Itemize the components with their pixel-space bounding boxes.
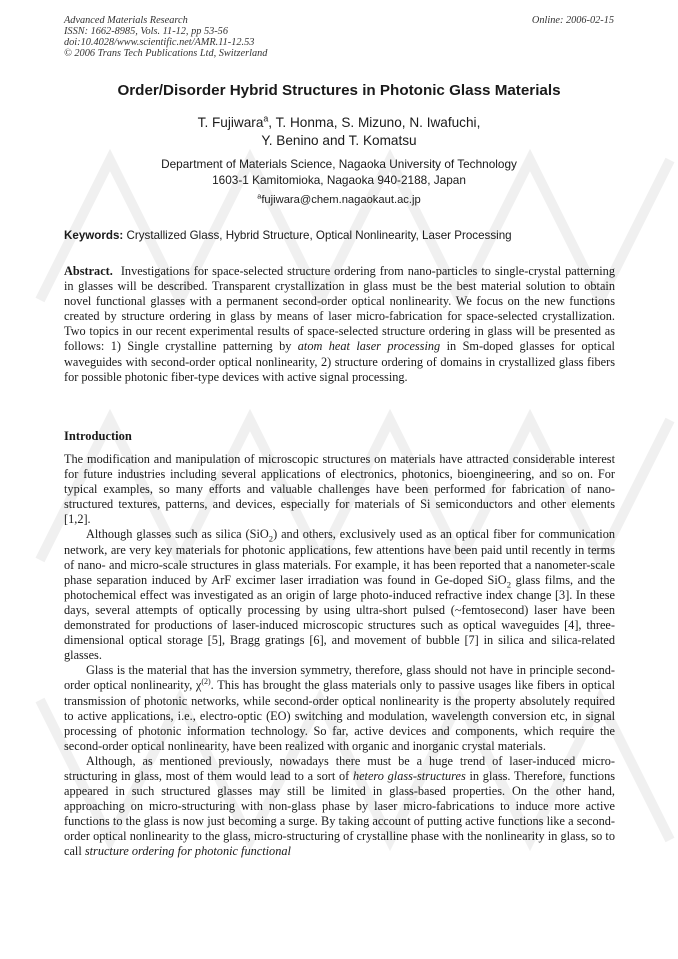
journal-name: Advanced Materials Research — [64, 15, 188, 26]
author-names: , T. Honma, S. Mizuno, N. Iwafuchi, — [268, 115, 481, 130]
author-name: T. Fujiwara — [197, 115, 264, 130]
keywords — [64, 229, 616, 242]
email-affil-mark: a — [257, 191, 262, 201]
abstract-text: in Sm-doped glasses for optical waveguides with second-order optical nonlinearity, 2) structure ordering of domains in crystallized glass fibers for possible photonic fiber-type devices with active signal processing. — [64, 339, 615, 384]
copyright-line: © 2006 Trans Tech Publications Ltd, Switzerland — [64, 48, 268, 59]
paragraph: Although glasses such as silica (SiO$_2$) and others, exclusively used as an optical fiber for communication network, are very key materials for photonic applications, few attentions have been paid until recently in terms of nano- and micro-scale structures in glass materials. For example, it has been reported that a nanometer-scale phase separation induced by ArF excimer laser irradiation was found in Ge-doped SiO$_2$ glass films, and the photochemical effect was investigated as an origin of large photo-induced refractive index change [3]. In these days, several attempts of optically processing by using ultra-short pulsed (~femtosecond) laser have been demonstrated for productions of laser-induced microscopic structures such as optical waveguides [4], three-dimensional optical storage [5], Bragg gratings [6], and movement of bubble [7] in silica and silica-related glasses. — [64, 527, 615, 663]
author-affil-mark: a — [263, 113, 269, 124]
author-names-line2: Y. Benino and T. Komatsu — [261, 133, 417, 148]
email-address[interactable]: fujiwara@chem.nagaokaut.ac.jp — [261, 194, 421, 206]
emphasis: structure ordering for photonic functional — [84, 844, 291, 859]
affiliation — [0, 157, 678, 188]
abstract-text: Investigations for space-selected structure ordering from nano-particles to single-crystal patterning in glasses will be described. Transparent crystallization in glass must be the best material solution to obtain novel functional glasses with a permanent second-order optical nonlinearity. We focus on the new functions created by structure ordering in glass by means of laser micro-fabrication for space-selected crystallization. Two topics in our recent experimental results of space-selected structure ordering in glass will be presented as follows: 1) Single crystalline patterning by — [64, 264, 615, 354]
emphasis: hetero glass-structures — [352, 768, 466, 783]
section-heading-introduction: Introduction — [64, 429, 132, 443]
author-email — [0, 191, 678, 206]
keywords-text: Crystallized Glass, Hybrid Structure, Optical Nonlinearity, Laser Processing — [126, 229, 512, 242]
issn-line: ISSN: 1662-8985, Vols. 11-12, pp 53-56 — [64, 26, 228, 37]
paragraph: Glass is the material that has the inversion symmetry, therefore, glass should not have in principle second-order optical nonlinearity, $\chi^{(2)}$. This has brought the glass materials only to passive usages like fibers in optical transmission of photonic networks, while second-order optical nonlinearity is the property absolutely required to active applications, i.e., electro-optic (EO) switching and modulation, wavelength conversion etc, in signal processing of photonic information technology. So far, active devices and components, which require the second-order optical nonlinearity, have been realized with organic and inorganic crystal materials. — [64, 663, 615, 753]
online-date: Online: 2006-02-15 — [531, 15, 614, 26]
paper-title: Order/Disorder Hybrid Structures in Photonic Glass Materials — [117, 82, 561, 99]
affiliation-address: 1603-1 Kamitomioka, Nagaoka 940-2188, Japan — [212, 172, 466, 187]
doi-link[interactable]: doi:10.4028/www.scientific.net/AMR.11-12.53 — [64, 37, 255, 48]
keywords-label: Keywords: — [64, 229, 124, 242]
paragraph: Although, as mentioned previously, nowadays there must be a huge trend of laser-induced micro-structuring in glass, most of them would lead to a sort of hetero glass-structures in glass. Therefore, functions appeared in such structured glasses may still be limited in glass-based properties. On the other hand, approaching on micro-structuring with non-glass phase by laser micro-fabrications to induce more active functions to the glass is now just becoming a surge. By taking account of putting active functions like a second-order optical nonlinearity to the glass, micro-structuring of crystalline phase with the nonlinearity in glass, so to call structure ordering for photonic functional — [64, 753, 616, 859]
journal-header — [64, 15, 267, 59]
paragraph: The modification and manipulation of microscopic structures on materials have attracted considerable interest for future industries including several applications of electronics, photonics, bioengineering, and so on. For typical examples, so many efforts and valuable challenges have been performed for fabrication of nano-structured textures, patterns, and devices, especially for materials of Si semiconductors and other elements [1,2]. — [64, 452, 615, 527]
abstract-label: Abstract. — [64, 264, 113, 278]
affiliation-department: Department of Materials Science, Nagaoka University of Technology — [161, 157, 517, 171]
abstract-emphasis: atom heat laser processing — [297, 339, 441, 354]
abstract — [64, 264, 615, 385]
author-list — [0, 114, 678, 150]
introduction-body — [64, 452, 615, 860]
